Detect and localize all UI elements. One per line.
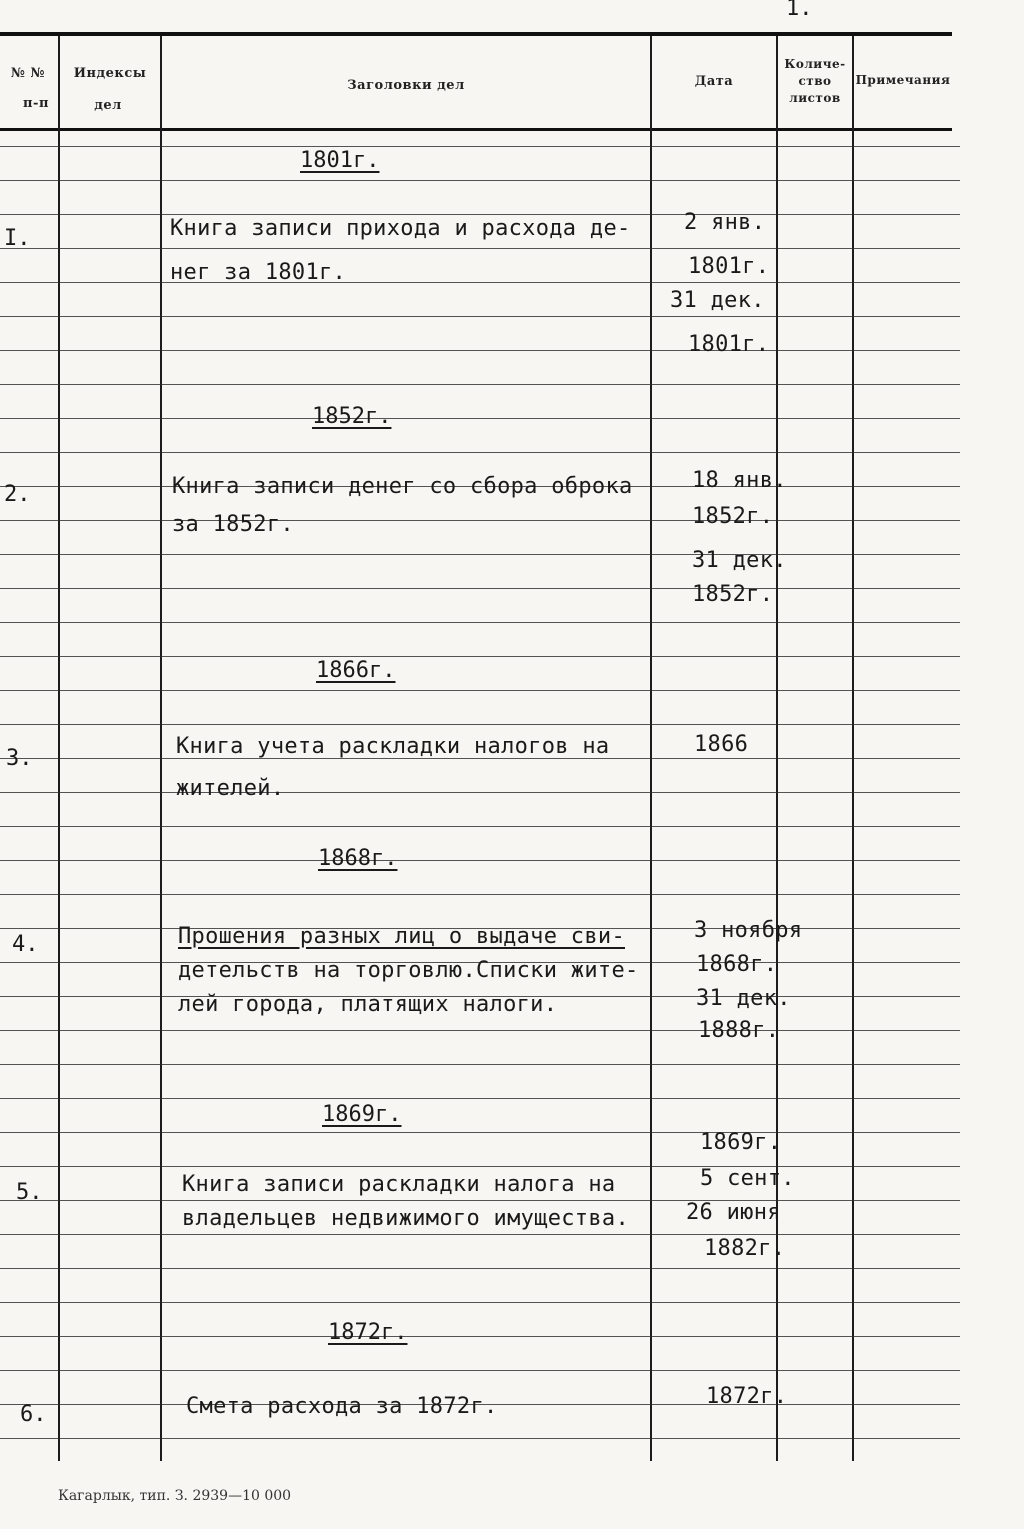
entry-date: 31 дек. — [696, 986, 791, 1011]
entry-date: 1882г. — [704, 1236, 786, 1261]
entry-title-line: Книга записи денег со сбора оброка — [172, 474, 633, 499]
entry-title-line: за 1852г. — [172, 512, 294, 537]
ledger-rule — [0, 1064, 960, 1065]
ledger-rule — [0, 1234, 960, 1235]
header-index: Индексы — [73, 66, 147, 81]
ledger-rule — [0, 1132, 960, 1133]
ledger-rule — [0, 520, 960, 521]
header-title: Заголовки дел — [347, 78, 465, 93]
header-num-sub: п-п — [23, 96, 49, 111]
entry-number: 4. — [12, 932, 39, 957]
ledger-rule — [0, 622, 960, 623]
ledger-rule — [0, 1098, 960, 1099]
entry-date: 26 июня — [686, 1200, 781, 1225]
ledger-rule — [0, 656, 960, 657]
year-heading: 1869г. — [322, 1102, 402, 1127]
entry-date: 1872г. — [706, 1384, 788, 1409]
entry-date: 1801г. — [688, 254, 770, 279]
entry-date: 1852г. — [692, 582, 774, 607]
entry-title-line: Смета расхода за 1872г. — [186, 1394, 498, 1419]
ledger-rule — [0, 1166, 960, 1167]
entry-title-line: Прошения разных лиц о выдаче сви- — [178, 924, 625, 949]
ledger-rule — [0, 1030, 960, 1031]
ledger-rule — [0, 146, 960, 147]
ledger-rule — [0, 826, 960, 827]
year-heading: 1866г. — [316, 658, 396, 683]
ledger-rule — [0, 316, 960, 317]
ledger-rule — [0, 792, 960, 793]
ledger-rule — [0, 1268, 960, 1269]
ledger-rule — [0, 452, 960, 453]
entry-date: 1868г. — [696, 952, 778, 977]
ledger-rule — [0, 282, 960, 283]
ledger-rule — [0, 180, 960, 181]
entry-title-line: Книга учета раскладки налогов на — [176, 734, 610, 759]
entry-title-line: Книга записи прихода и расхода де- — [170, 216, 631, 241]
entry-date: 1866 — [694, 732, 749, 757]
year-heading: 1868г. — [318, 846, 398, 871]
ledger-rule — [0, 588, 960, 589]
ledger-rule — [0, 1336, 960, 1337]
ledger-rule — [0, 214, 960, 215]
column-divider — [852, 36, 854, 1461]
ledger-rule — [0, 554, 960, 555]
entry-date: 2 янв. — [684, 210, 766, 235]
printer-footer: Кагарлык, тип. З. 2939—10 000 — [58, 1488, 292, 1504]
year-heading: 1852г. — [312, 404, 392, 429]
ledger-rule — [0, 690, 960, 691]
entry-number: 6. — [20, 1402, 47, 1427]
ledger-rule — [0, 1200, 960, 1201]
entry-date: 5 сент. — [700, 1166, 795, 1191]
ledger-rule — [0, 860, 960, 861]
ledger-rule — [0, 350, 960, 351]
entry-title-line: Книга записи раскладки налога на — [182, 1172, 616, 1197]
column-divider — [58, 36, 60, 1461]
header-sheets-1: Количе- — [784, 57, 846, 71]
entry-number: I. — [4, 226, 31, 251]
header-date: Дата — [694, 74, 734, 89]
ledger-rule — [0, 1302, 960, 1303]
entry-title-line: нег за 1801г. — [170, 260, 347, 285]
header-bottom-rule — [0, 128, 952, 131]
entry-title-line: детельств на торговлю.Списки жите- — [178, 958, 639, 983]
entry-date: 1801г. — [688, 332, 770, 357]
ledger-rule — [0, 894, 960, 895]
entry-date: 1869г. — [700, 1130, 782, 1155]
ledger-rule — [0, 1438, 960, 1439]
ledger-rule — [0, 1370, 960, 1371]
entry-date: 3 ноября — [694, 918, 803, 943]
entry-number: 3. — [6, 746, 33, 771]
page-number: 1. — [786, 0, 813, 21]
entry-number: 5. — [16, 1180, 43, 1205]
entry-date: 18 янв. — [692, 468, 787, 493]
ledger-rule — [0, 724, 960, 725]
header-index-sub: дел — [94, 98, 122, 113]
entry-date: 31 дек. — [670, 288, 765, 313]
column-divider — [160, 36, 162, 1461]
entry-date: 1852г. — [692, 504, 774, 529]
header-sheets-3: листов — [789, 91, 841, 105]
column-divider — [650, 36, 652, 1461]
entry-title-line: лей города, платящих налоги. — [178, 992, 558, 1017]
entry-number: 2. — [4, 482, 31, 507]
top-rule — [0, 32, 952, 36]
entry-title-line: жителей. — [176, 776, 285, 801]
header-num: № № — [10, 66, 46, 81]
entry-date: 1888г. — [698, 1018, 780, 1043]
header-notes: Примечания — [855, 73, 951, 87]
ledger-rule — [0, 384, 960, 385]
year-heading: 1801г. — [300, 148, 380, 173]
entry-date: 31 дек. — [692, 548, 787, 573]
ledger-rule — [0, 248, 960, 249]
header-sheets-2: ство — [798, 74, 832, 88]
entry-title-line: владельцев недвижимого имущества. — [182, 1206, 629, 1231]
ledger-rule — [0, 418, 960, 419]
year-heading: 1872г. — [328, 1320, 408, 1345]
